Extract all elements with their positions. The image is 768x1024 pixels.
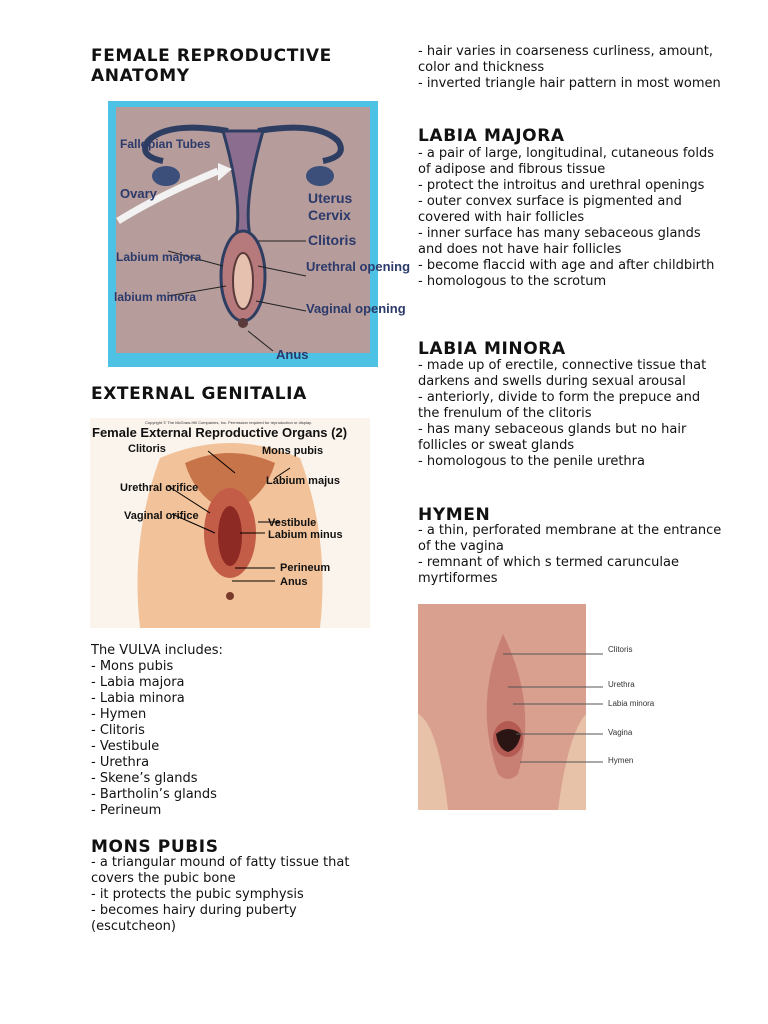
fig2-copyright: Copyright © The McGraw-Hill Companies, Inc. Permission required for reproduction or display. bbox=[145, 420, 312, 425]
list-item: - inverted triangle hair pattern in most women bbox=[418, 76, 721, 91]
fig3-label-labia-minora: Labia minora bbox=[608, 699, 655, 708]
external-genitalia-heading: EXTERNAL GENITALIA bbox=[91, 384, 307, 404]
list-item: - Perineum bbox=[91, 803, 162, 818]
anatomy-diagram bbox=[108, 101, 411, 367]
list-item: - Mons pubis bbox=[91, 659, 174, 674]
vulva-list bbox=[91, 643, 381, 819]
fig2-title: Female External Reproductive Organs (2) bbox=[92, 425, 348, 440]
list-item: - protect the introitus and urethral openings bbox=[418, 178, 705, 193]
labia-majora-list bbox=[418, 146, 723, 290]
fig2-label-anus: Anus bbox=[280, 576, 308, 588]
fig2-label-labium-majus: Labium majus bbox=[266, 475, 340, 487]
fig1-label-vaginal: Vaginal opening bbox=[306, 301, 406, 316]
list-item: - it protects the pubic symphysis bbox=[91, 887, 304, 902]
hymen-heading: HYMEN bbox=[418, 505, 491, 525]
fig3-label-clitoris: Clitoris bbox=[608, 645, 633, 654]
fig1-label-labium-minora: labium minora bbox=[114, 290, 197, 304]
fig1-label-uterus: Uterus bbox=[308, 190, 353, 206]
list-item: - a thin, perforated membrane at the entrance of the vagina bbox=[418, 523, 722, 554]
list-item: - Vestibule bbox=[91, 739, 160, 754]
mons-pubis-heading: MONS PUBIS bbox=[91, 837, 219, 857]
fig1-label-ovary: Ovary bbox=[120, 186, 157, 201]
fig1-label-fallopian: Fallopian Tubes bbox=[120, 137, 211, 151]
fig3-label-hymen: Hymen bbox=[608, 756, 634, 765]
fig3-label-vagina: Vagina bbox=[608, 728, 633, 737]
hair-notes bbox=[418, 44, 723, 92]
list-item: - inner surface has many sebaceous glands and does not have hair follicles bbox=[418, 226, 701, 257]
external-organs-diagram bbox=[90, 418, 370, 628]
fig1-label-anus: Anus bbox=[276, 347, 309, 362]
labia-minora-heading: LABIA MINORA bbox=[418, 339, 566, 359]
labia-majora-heading: LABIA MAJORA bbox=[418, 126, 565, 146]
list-item: - Urethra bbox=[91, 755, 150, 770]
list-item: - outer convex surface is pigmented and covered with hair follicles bbox=[418, 194, 682, 225]
anatomy-figure bbox=[108, 101, 411, 367]
fig2-label-labium-minus: Labium minus bbox=[268, 529, 343, 541]
fig1-label-clitoris: Clitoris bbox=[308, 232, 357, 248]
vulva-intro: The VULVA includes: bbox=[91, 643, 223, 658]
list-item: - hair varies in coarseness curliness, amount, color and thickness bbox=[418, 44, 714, 75]
list-item: - a triangular mound of fatty tissue that covers the pubic bone bbox=[91, 855, 350, 886]
external-organs-figure bbox=[90, 418, 370, 628]
list-item: - Labia majora bbox=[91, 675, 185, 690]
fig2-label-clitoris: Clitoris bbox=[128, 443, 166, 455]
fig2-label-perineum: Perineum bbox=[280, 562, 331, 574]
list-item: - Bartholin’s glands bbox=[91, 787, 217, 802]
photo-diagram bbox=[418, 604, 688, 810]
list-item: - Labia minora bbox=[91, 691, 185, 706]
fig1-label-labium-majora: Labium majora bbox=[116, 250, 202, 264]
list-item: - Clitoris bbox=[91, 723, 145, 738]
list-item: - remnant of which s termed carunculae myrtiformes bbox=[418, 555, 679, 586]
page-title: FEMALE REPRODUCTIVE ANATOMY bbox=[91, 46, 332, 86]
list-item: - a pair of large, longitudinal, cutaneous folds of adipose and fibrous tissue bbox=[418, 146, 715, 177]
list-item: - homologous to the scrotum bbox=[418, 274, 607, 289]
fig1-label-cervix: Cervix bbox=[308, 207, 351, 223]
fig3-label-urethra: Urethra bbox=[608, 680, 635, 689]
list-item: - becomes hairy during puberty (escutcheon) bbox=[91, 903, 297, 934]
photo-figure bbox=[418, 604, 688, 810]
hymen-list bbox=[418, 523, 723, 587]
fig2-label-vaginal: Vaginal orifice bbox=[124, 510, 199, 522]
list-item: - Hymen bbox=[91, 707, 147, 722]
list-item: - become flaccid with age and after childbirth bbox=[418, 258, 715, 273]
fig1-label-urethral: Urethral opening bbox=[306, 259, 411, 274]
list-item: - homologous to the penile urethra bbox=[418, 454, 645, 469]
fig2-label-urethral: Urethral orifice bbox=[120, 482, 199, 494]
fig2-label-mons-pubis: Mons pubis bbox=[262, 445, 324, 457]
list-item: - made up of erectile, connective tissue that darkens and swells during sexual arousal bbox=[418, 358, 707, 389]
list-item: - has many sebaceous glands but no hair follicles or sweat glands bbox=[418, 422, 687, 453]
labia-minora-list bbox=[418, 358, 723, 470]
list-item: - anteriorly, divide to form the prepuce and the frenulum of the clitoris bbox=[418, 390, 701, 421]
fig2-label-vestibule: Vestibule bbox=[268, 517, 317, 529]
list-item: - Skene’s glands bbox=[91, 771, 198, 786]
mons-pubis-list bbox=[91, 855, 376, 935]
